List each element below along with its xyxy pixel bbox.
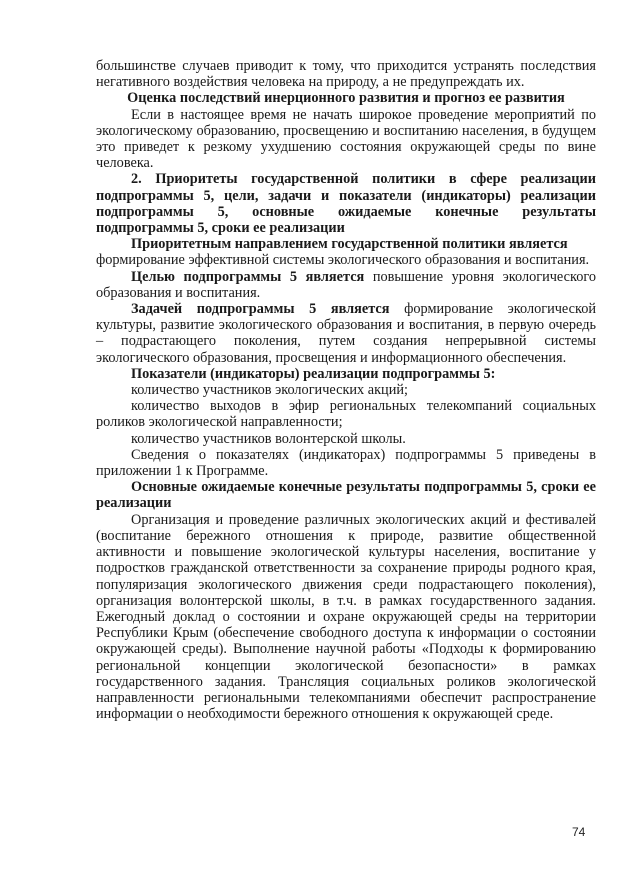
heading-inertial-forecast: Оценка последствий инерционного развития и прогноз ее развития — [127, 90, 565, 107]
paragraph-priority — [96, 236, 596, 252]
indicator-item: количество участников экологических акций; — [131, 382, 408, 399]
heading-section-2: 2. Приоритеты государственной политики в сфере реализации подпрограммы 5, цели, задачи и показатели (индикаторы) реализации подпрограммы 5, основные ожидаемые конечные результаты подпрограммы 5, сроки ее реализации — [96, 171, 596, 237]
page-number: 74 — [572, 825, 586, 839]
priority-lead: Приоритетным направлением государственной политики является — [131, 236, 568, 253]
paragraph-continuation: большинстве случаев приводит к тому, что приходится устранять последствия негативного воздействия человека на природу, а не предупреждать их. — [96, 58, 596, 91]
document-page — [96, 58, 596, 722]
paragraph-indicators-info: Сведения о показателях (индикаторах) подпрограммы 5 приведены в приложении 1 к Программе. — [96, 446, 596, 480]
paragraph-forecast: Если в настоящее время не начать широкое проведение мероприятий по экологическому образованию, просвещению и воспитанию населения, в будущем это приведет к резкому ухудшению состояния окружающей среды по вине человека. — [96, 106, 596, 172]
paragraph-goal — [96, 269, 596, 301]
heading-expected-results: Основные ожидаемые конечные результаты подпрограммы 5, сроки ее реализации — [96, 479, 596, 512]
paragraph-expected-results: Организация и проведение различных экологических акций и фестивалей (воспитание бережного отношения к природе, развитие общественной активности и повышение экологической культуры населения, воспитание у подростков гражданской ответственности за сохранение природы родного края, популяризация экологического движения среди подрастающего поколения), организация волонтерской школы, в т.ч. в рамках государственного задания. Ежегодный доклад о состоянии и охране окружающей среды на территории Республики Крым (обеспечение свободного доступа к информации о состоянии окружающей среды). Выполнение научной работы «Подходы к формированию региональной концепции экологической безопасности» в рамках государственного задания. Трансляция социальных роликов экологической направленности региональными телекомпаниями обеспечит распространение информации о необходимости бережного отношения к окружающей среде. — [96, 511, 596, 723]
goal-text: повышение уровня экологического образования и воспитания. — [96, 268, 597, 301]
goal-lead: Целью подпрограммы 5 является — [131, 268, 365, 285]
task-text: формирование экологической культуры, развитие экологического образования и воспитания, в первую очередь – подрастающего поколения, путем создания непрерывной системы экологического образования, просвещения и информационного обеспечения. — [96, 301, 596, 366]
heading-indicators: Показатели (индикаторы) реализации подпрограммы 5: — [131, 365, 496, 382]
indicator-item: количество участников волонтерской школы. — [131, 430, 406, 447]
indicator-item: количество выходов в эфир региональных телекомпаний социальных роликов экологической направленности; — [96, 398, 596, 431]
paragraph-task — [96, 301, 596, 366]
task-lead: Задачей подпрограммы 5 является — [131, 301, 390, 318]
paragraph-priority-text: формирование эффективной системы экологического образования и воспитания. — [96, 252, 590, 269]
